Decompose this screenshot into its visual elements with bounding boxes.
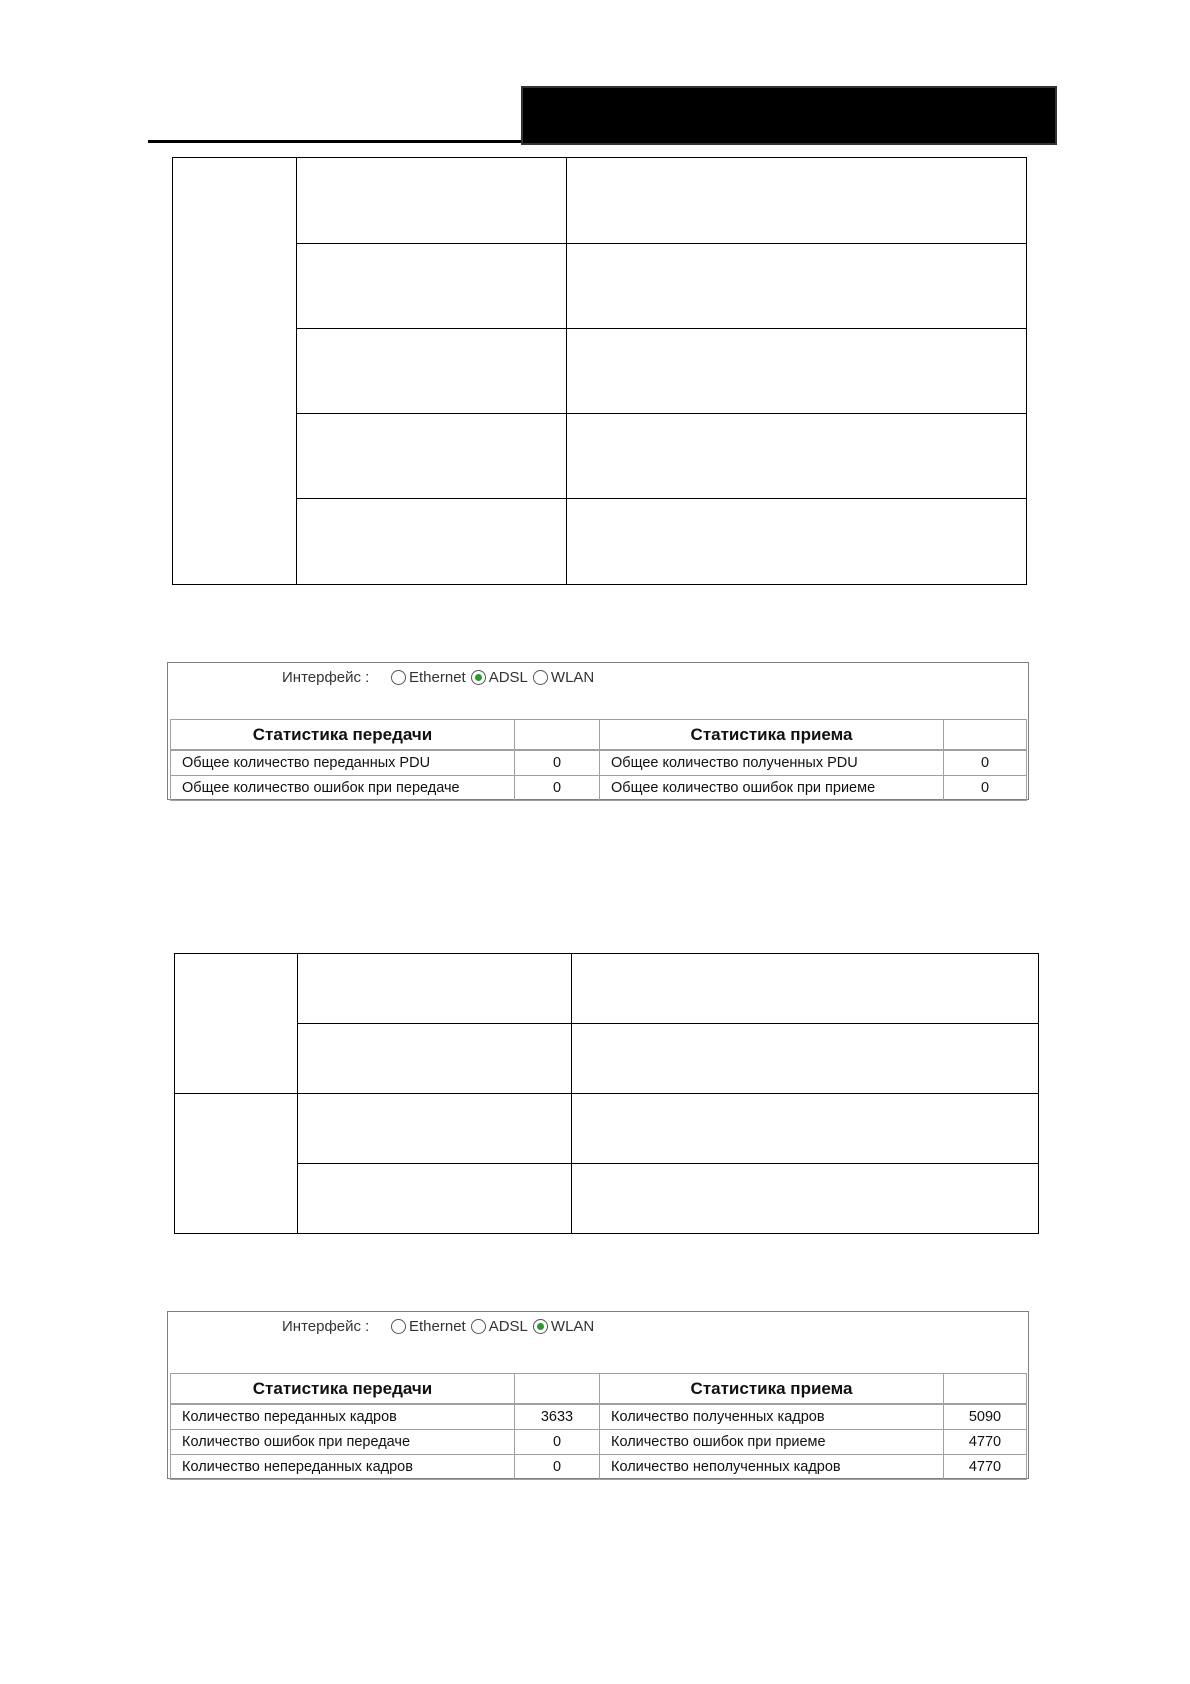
table-cell [567,499,1027,585]
interface-selector [168,1312,1028,1368]
tx-value: 0 [515,750,600,776]
column-header-tx: Статистика передачи [171,720,515,751]
tx-label: Общее количество переданных PDU [171,750,515,776]
adsl-stats-table [170,719,1027,801]
radio-adsl-label[interactable]: ADSL [488,1318,528,1335]
table-cell [567,414,1027,499]
wlan-stats-table [170,1373,1027,1480]
tx-value: 0 [515,776,600,801]
tx-value: 0 [515,1455,600,1480]
radio-wlan[interactable] [533,1319,548,1334]
rx-label: Общее количество полученных PDU [600,750,944,776]
radio-wlan[interactable] [533,670,548,685]
tx-label: Количество переданных кадров [171,1404,515,1430]
table-cell [298,1164,572,1234]
radio-wlan-label[interactable]: WLAN [550,1318,595,1335]
column-header-tx-value [515,720,600,751]
rx-label: Общее количество ошибок при приеме [600,776,944,801]
rx-value: 0 [944,776,1027,801]
column-header-rx-value [944,720,1027,751]
radio-wlan-label[interactable]: WLAN [550,669,595,686]
table-cell [297,329,567,414]
header-black-block [521,86,1057,145]
column-header-tx-value [515,1374,600,1405]
tx-label: Общее количество ошибок при передаче [171,776,515,801]
table-cell [297,158,567,244]
adsl-statistics-panel [167,662,1029,800]
table-cell [572,954,1039,1024]
column-header-rx: Статистика приема [600,1374,944,1405]
interface-selector [168,663,1028,719]
empty-description-table-2 [174,953,1039,1234]
table-row [171,750,1027,776]
header-rule [148,140,524,143]
radio-ethernet-label[interactable]: Ethernet [409,669,466,686]
table-cell [298,1024,572,1094]
table-cell [572,1024,1039,1094]
table-cell [567,244,1027,329]
column-header-rx: Статистика приема [600,720,944,751]
tx-label: Количество ошибок при передаче [171,1430,515,1455]
interface-radio-group [391,669,599,686]
radio-adsl[interactable] [471,670,486,685]
tx-label: Количество непереданных кадров [171,1455,515,1480]
wlan-statistics-panel [167,1311,1029,1479]
table-cell [567,329,1027,414]
table-cell [572,1094,1039,1164]
radio-ethernet-label[interactable]: Ethernet [409,1318,466,1335]
tx-value: 0 [515,1430,600,1455]
empty-description-table-1 [172,157,1027,585]
table-row [171,1430,1027,1455]
table-row [171,1455,1027,1480]
table-cell [572,1164,1039,1234]
column-header-rx-value [944,1374,1027,1405]
rx-label: Количество ошибок при приеме [600,1430,944,1455]
table-cell [175,954,298,1094]
table-cell [567,158,1027,244]
rx-value: 5090 [944,1404,1027,1430]
interface-label: Интерфейс : [282,669,370,686]
rx-value: 0 [944,750,1027,776]
table-cell [175,1094,298,1234]
table-row [171,1404,1027,1430]
table-cell [173,158,297,585]
table-cell [297,414,567,499]
rx-label: Количество полученных кадров [600,1404,944,1430]
radio-ethernet[interactable] [391,1319,406,1334]
interface-label: Интерфейс : [282,1318,370,1335]
tx-value: 3633 [515,1404,600,1430]
table-cell [298,954,572,1024]
rx-value: 4770 [944,1430,1027,1455]
column-header-tx: Статистика передачи [171,1374,515,1405]
table-cell [297,499,567,585]
interface-radio-group [391,1318,599,1335]
rx-label: Количество неполученных кадров [600,1455,944,1480]
table-cell [297,244,567,329]
radio-adsl[interactable] [471,1319,486,1334]
table-cell [298,1094,572,1164]
rx-value: 4770 [944,1455,1027,1480]
table-row [171,776,1027,801]
radio-adsl-label[interactable]: ADSL [488,669,528,686]
radio-ethernet[interactable] [391,670,406,685]
